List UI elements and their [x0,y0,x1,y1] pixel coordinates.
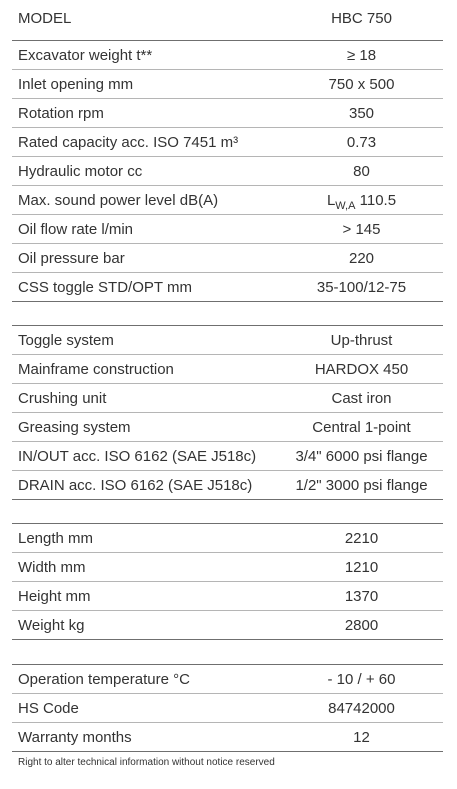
spec-label: DRAIN acc. ISO 6162 (SAE J518c) [18,476,253,494]
spec-row [12,553,443,581]
spec-value: 35-100/12-75 [316,278,407,296]
spec-row [12,128,443,156]
spec-value: 12 [353,728,370,746]
spec-row [12,355,443,383]
spec-label: MODEL [18,9,72,27]
spec-label: Hydraulic motor cc [18,162,143,180]
spec-row [12,326,443,354]
spec-label: Oil pressure bar [18,249,125,267]
spec-value: 350 [348,104,375,122]
spec-row [12,157,443,185]
spec-row [12,244,443,272]
spec-label: Crushing unit [18,389,107,407]
spec-label: CSS toggle STD/OPT mm [18,278,192,296]
value-prefix: L [326,191,336,209]
spec-value [294,191,443,212]
spec-value: ≥ 18 [346,46,377,64]
spec-label: Length mm [18,529,94,547]
spec-label: Width mm [18,558,86,576]
value-subscript: W,A [335,199,356,212]
spec-label: Greasing system [18,418,131,436]
spec-label: Height mm [18,587,91,605]
spec-row [12,413,443,441]
spec-label: Excavator weight t** [18,46,153,64]
spec-value: 2210 [344,529,379,547]
spec-value: 0.73 [346,133,377,151]
divider [12,751,443,752]
spec-row [12,273,443,301]
spec-label: Oil flow rate l/min [18,220,134,238]
spec-value: 1/2" 3000 psi flange [295,476,428,494]
spec-row [12,694,443,722]
spec-label: Warranty months [18,728,132,746]
spec-value: 2800 [344,616,379,634]
footnote: Right to alter technical information without notice reserved [18,757,275,768]
spec-label: Inlet opening mm [18,75,134,93]
spec-value: 750 x 500 [328,75,395,93]
spec-value: 3/4" 6000 psi flange [295,447,428,465]
spec-value: 1370 [344,587,379,605]
spec-row [12,723,443,751]
spec-label: HS Code [18,699,79,717]
spec-value: - 10 / + 60 [327,670,396,688]
spec-value: 84742000 [328,699,395,717]
divider [12,499,443,500]
spec-row [12,524,443,552]
spec-row [12,442,443,470]
spec-label: Max. sound power level dB(A) [18,191,219,209]
spec-row [12,99,443,127]
spec-row [12,215,443,243]
spec-label: Rated capacity acc. ISO 7451 m³ [18,133,239,151]
value-number: 110.5 [359,191,397,209]
divider [12,301,443,302]
spec-row [12,384,443,412]
spec-row [12,582,443,610]
spec-row [12,665,443,693]
spec-row [12,186,443,214]
spec-label: IN/OUT acc. ISO 6162 (SAE J518c) [18,447,257,465]
divider [12,639,443,640]
spec-value: > 145 [342,220,381,238]
spec-row [12,611,443,639]
spec-row [12,70,443,98]
spec-row [12,471,443,499]
spec-row [12,41,443,69]
spec-value: Up-thrust [330,331,393,349]
spec-label: Weight kg [18,616,85,634]
spec-value: Central 1-point [312,418,411,436]
spec-label: Rotation rpm [18,104,104,122]
spec-label: Operation temperature °C [18,670,190,688]
spec-value: HBC 750 [331,9,392,27]
spec-value: 80 [353,162,370,180]
spec-value: 220 [348,249,375,267]
spec-value: 1210 [344,558,379,576]
model-header-row [12,6,443,30]
spec-label: Mainframe construction [18,360,174,378]
spec-value: HARDOX 450 [314,360,409,378]
spec-value: Cast iron [331,389,392,407]
spec-label: Toggle system [18,331,114,349]
